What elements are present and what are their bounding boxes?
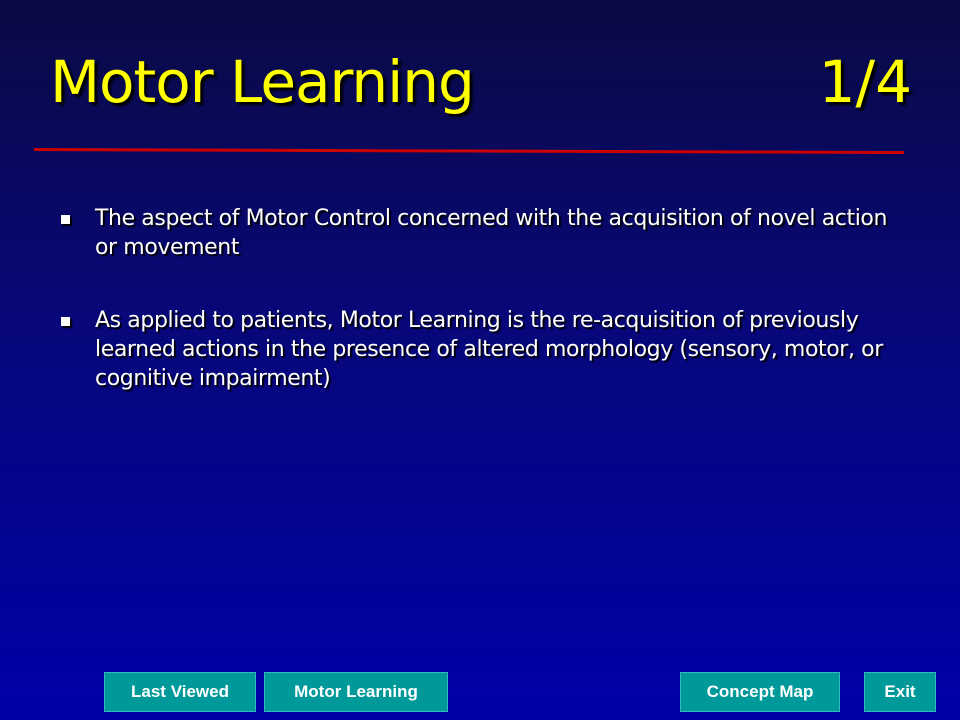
- square-bullet-icon: [61, 317, 70, 326]
- bullet-text: The aspect of Motor Control concerned with the acquisition of novel action or movement: [95, 206, 888, 260]
- page-indicator: 1/4: [818, 48, 912, 116]
- bullet-list: [58, 204, 908, 437]
- square-bullet-icon: [61, 215, 70, 224]
- title-divider: [34, 148, 904, 154]
- bullet-item: [58, 204, 908, 262]
- concept-map-button[interactable]: Concept Map: [680, 672, 840, 712]
- slide-title: Motor Learning: [50, 48, 474, 116]
- exit-button[interactable]: Exit: [864, 672, 936, 712]
- bullet-text: As applied to patients, Motor Learning is the re-acquisition of previously learned actions in the presence of altered morphology (sensory, motor, or cognitive impairment): [95, 308, 883, 391]
- motor-learning-button[interactable]: Motor Learning: [264, 672, 448, 712]
- last-viewed-button[interactable]: Last Viewed: [104, 672, 256, 712]
- bullet-item: [58, 306, 908, 393]
